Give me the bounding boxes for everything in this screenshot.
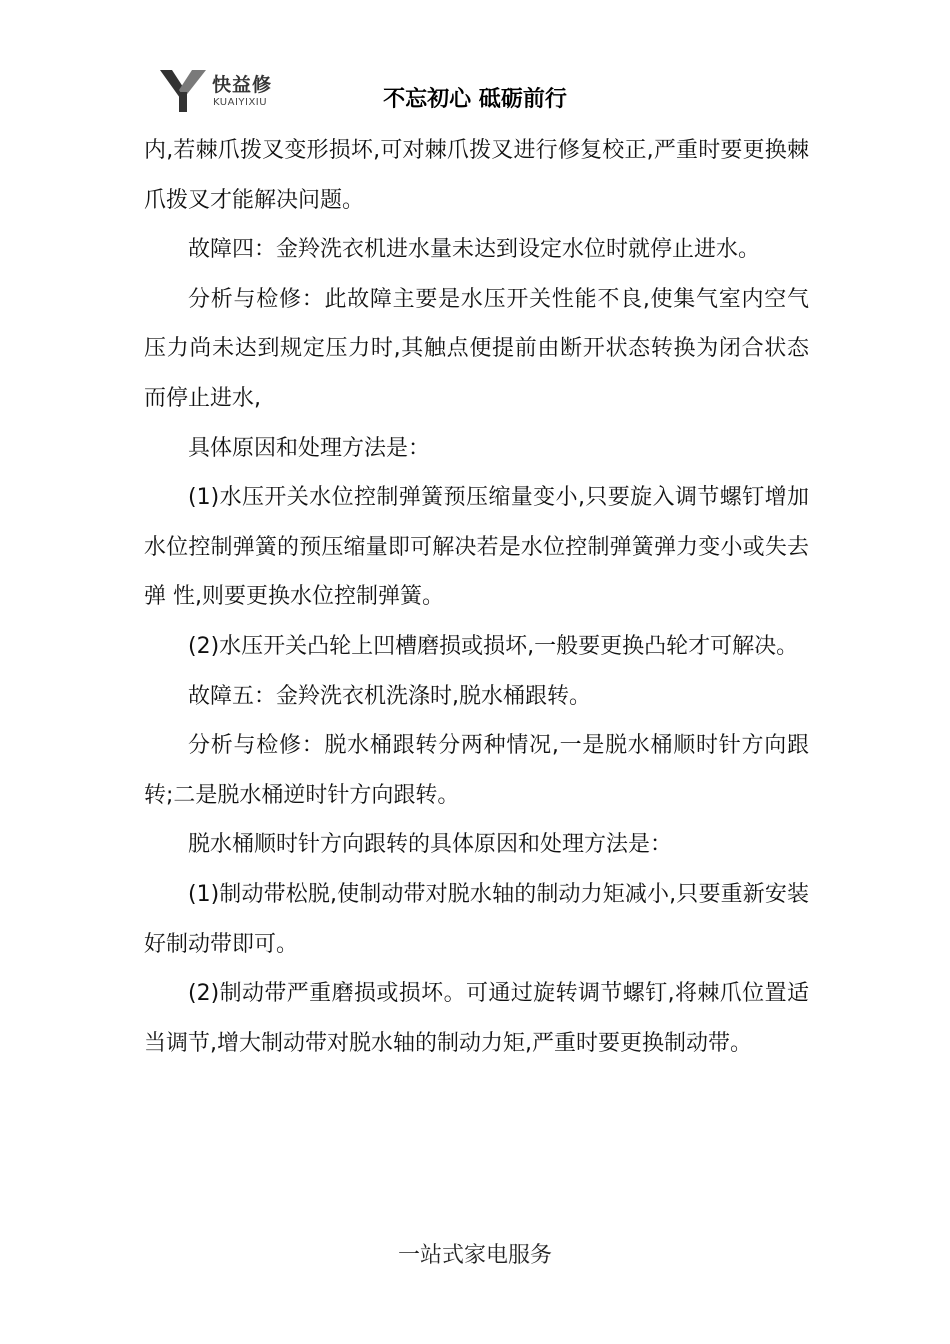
paragraph: (1)水压开关水位控制弹簧预压缩量变小,只要旋入调节螺钉增加水位控制弹簧的预压缩量即可解决若是水位控制弹簧弹力变小或失去弹 性,则要更换水位控制弹簧。: [144, 485, 809, 610]
paragraph: 内,若棘爪拨叉变形损坏,可对棘爪拨叉进行修复校正,严重时要更换棘爪拨叉才能解决问题。: [144, 138, 809, 213]
paragraph: (2)水压开关凸轮上凹槽磨损或损坏,一般要更换凸轮才可解决。: [188, 633, 799, 659]
paragraph: (2)制动带严重磨损或损坏。可通过旋转调节螺钉,将棘爪位置适当调节,增大制动带对脱水轴的制动力矩,严重时要更换制动带。: [144, 981, 809, 1056]
paragraph: 具体原因和处理方法是：: [188, 435, 431, 461]
header-slogan: 不忘初心 砥砺前行: [383, 87, 567, 112]
paragraph: 分析与检修：脱水桶跟转分两种情况,一是脱水桶顺时针方向跟转;二是脱水桶逆时针方向跟转。: [144, 733, 809, 808]
page-footer: 一站式家电服务: [397, 1243, 552, 1268]
paragraph: 故障五：金羚洗衣机洗涤时,脱水桶跟转。: [188, 683, 591, 709]
paragraph: 故障四：金羚洗衣机进水量未达到设定水位时就停止进水。: [188, 237, 761, 263]
paragraph: 脱水桶顺时针方向跟转的具体原因和处理方法是：: [188, 832, 673, 858]
page-header: [0, 60, 950, 120]
brand-name-cn: 快益修: [212, 74, 273, 96]
brand-name-en: KUAIYIXIU: [213, 97, 268, 108]
paragraph: (1)制动带松脱,使制动带对脱水轴的制动力矩减小,只要重新安装好制动带即可。: [144, 881, 809, 957]
document-body: [144, 126, 809, 1068]
paragraph: 分析与检修：此故障主要是水压开关性能不良,使集气室内空气压力尚未达到规定压力时,其触点便提前由断开状态转换为闭合状态而停止进水,: [144, 286, 809, 411]
